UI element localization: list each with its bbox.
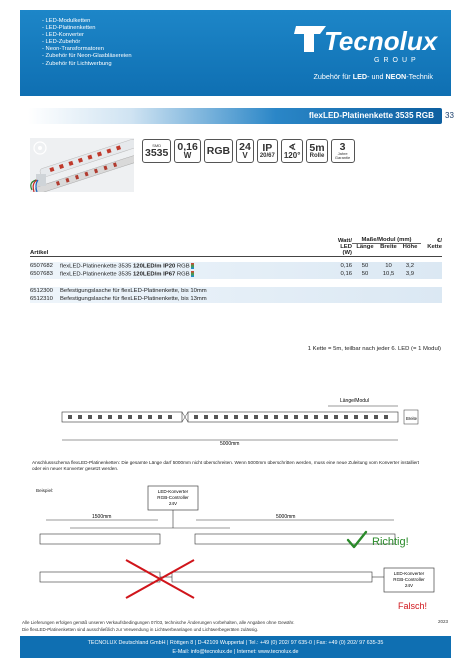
table-row[interactable]: 6507682 flexLED-Platinenkette 3535 120LED/m IP20 RGB 0,16 50 10 3,2 bbox=[30, 262, 442, 271]
table-row[interactable]: 6507683 flexLED-Platinenkette 3535 120LED/m IP67 RGB 0,16 50 10,5 3,9 bbox=[30, 270, 442, 279]
checkmark-icon bbox=[346, 530, 368, 550]
spec-badges bbox=[142, 139, 355, 163]
col-mass: Maße/Modul (mm) bbox=[361, 237, 412, 243]
spec-table: Watt/ Maße/Modul (mm) €/ LED Länge Breite Höhe Kette Artikel (W) 6507682 flexLED-Platinenkette 3535 120LED/m IP20 RGB 0,16 50 10 3,2 6507683 flexLED-Platinenkette 3535 120LED/m IP67 RGB 0,16 50 10,5 3,9 6512300 Befestigungslasche für flexLED-Platinenkette, bis 10mm 6512310 Befestigungslasche für flexLED-Platinenkette, bis 13mm bbox=[30, 237, 442, 302]
rgb-swatch-icon bbox=[191, 263, 194, 269]
diagram-caption: Anschlussschema flexLED-Platinenketten: Die gesamte Länge darf 5000mm nicht überschreiten. Wenn 5000mm überschritten werden, muss eine neue Zuleitung vom Konverter installiert oder ein neuer Konverter gesetzt werden. bbox=[32, 460, 420, 471]
footer-address: TECNOLUX Deutschland GmbH | Röttgen 8 | D-42109 Wuppertal | Tel.: +49 (0) 202/ 97 635-0 | Fax: +49 (0) 202/ 97 635-35 bbox=[87, 640, 384, 646]
rgb-swatch-icon bbox=[191, 271, 194, 277]
menu-item[interactable]: - Zubehör für Neon-Glasbläsereien bbox=[42, 53, 132, 60]
table-row[interactable]: 6512300 Befestigungslasche für flexLED-Platinenkette, bis 10mm bbox=[30, 287, 442, 295]
svg-text:Länge/Modul: Länge/Modul bbox=[340, 398, 369, 404]
wrong-label: Falsch! bbox=[398, 601, 428, 611]
svg-text:1500mm: 1500mm bbox=[92, 514, 112, 520]
svg-text:RGB-Controller: RGB-Controller bbox=[393, 577, 425, 582]
menu-item[interactable]: - LED-Zubehör bbox=[42, 39, 81, 46]
example-label: Beispiel: bbox=[36, 488, 54, 493]
col-preis: €/ bbox=[437, 237, 442, 244]
smd-badge: SMD 3535 bbox=[142, 139, 171, 163]
svg-text:5000mm: 5000mm bbox=[220, 441, 240, 447]
year-label: 2023 bbox=[437, 619, 448, 624]
tagline: Zubehör für LED- und NEON-Technik bbox=[313, 72, 433, 81]
roll-badge: 5m Rolle bbox=[306, 139, 327, 163]
angle-badge: ∢ 120° bbox=[281, 139, 304, 163]
wiring-diagram bbox=[30, 362, 442, 612]
product-title-bar bbox=[28, 108, 442, 124]
tecnolux-logo bbox=[290, 20, 440, 70]
col-watt: Watt/ bbox=[337, 237, 352, 244]
col-hoehe: Höhe bbox=[399, 244, 421, 251]
footer-bar bbox=[20, 636, 451, 658]
col-artikel: Artikel bbox=[30, 250, 49, 256]
logo-text: Tecnolux bbox=[324, 26, 438, 56]
chain-note: 1 Kette = 5m, teilbar nach jeder 6. LED (= 1 Modul) bbox=[307, 346, 441, 352]
footer-contact[interactable]: E-Mail: info@tecnolux.de | Internet: www.tecnolux.de bbox=[172, 649, 299, 655]
product-photo bbox=[30, 138, 134, 192]
rgb-badge: RGB bbox=[204, 139, 233, 163]
header-banner bbox=[20, 10, 451, 96]
svg-text:24V: 24V bbox=[168, 501, 178, 506]
disclaimer: Alle Lieferungen erfolgen gemäß unseren Verkaufsbedingungen 07/03, technische Änderungen vorbehalten, alle Angaben ohne Gewähr. Die flexLED-Platinenketten sind ausschließlich zur Verwendung in Lichtwerbeanlagen und Lichtwerbegeräten zulässig. bbox=[22, 620, 295, 632]
warranty-badge: 3 Jahre Garantie bbox=[331, 139, 355, 163]
svg-text:5000mm: 5000mm bbox=[276, 514, 296, 520]
voltage-badge: 24 V bbox=[236, 139, 254, 163]
col-laenge: Länge bbox=[352, 244, 378, 251]
menu-item[interactable]: - Zubehör für Lichtwerbung bbox=[42, 60, 112, 67]
svg-text:LED-Konverter: LED-Konverter bbox=[157, 489, 189, 494]
correct-label: Richtig! bbox=[372, 536, 409, 548]
ip-badge: IP 20/67 bbox=[257, 139, 278, 163]
logo-sub: GROUP bbox=[374, 57, 420, 64]
menu-item[interactable]: - LED-Modulketten bbox=[42, 18, 91, 24]
category-menu bbox=[42, 18, 132, 68]
col-breite: Breite bbox=[378, 244, 399, 251]
svg-text:LED-Konverter: LED-Konverter bbox=[393, 571, 425, 576]
svg-text:24V: 24V bbox=[404, 583, 414, 588]
watt-badge: 0,16 W bbox=[174, 139, 200, 163]
svg-text:RGB-Controller: RGB-Controller bbox=[157, 495, 189, 500]
svg-text:Breite: Breite bbox=[406, 416, 417, 421]
menu-item[interactable]: - LED-Platinenketten bbox=[42, 25, 96, 32]
page-number: 33 bbox=[445, 111, 454, 120]
menu-item[interactable]: - LED-Konverter bbox=[42, 32, 84, 39]
menu-item[interactable]: - Neon-Transformatoren bbox=[42, 46, 104, 53]
strip-top bbox=[62, 398, 418, 447]
product-title: flexLED-Platinenkette 3535 RGB bbox=[308, 111, 434, 120]
table-row[interactable]: 6512310 Befestigungslasche für flexLED-Platinenkette, bis 13mm bbox=[30, 295, 442, 303]
